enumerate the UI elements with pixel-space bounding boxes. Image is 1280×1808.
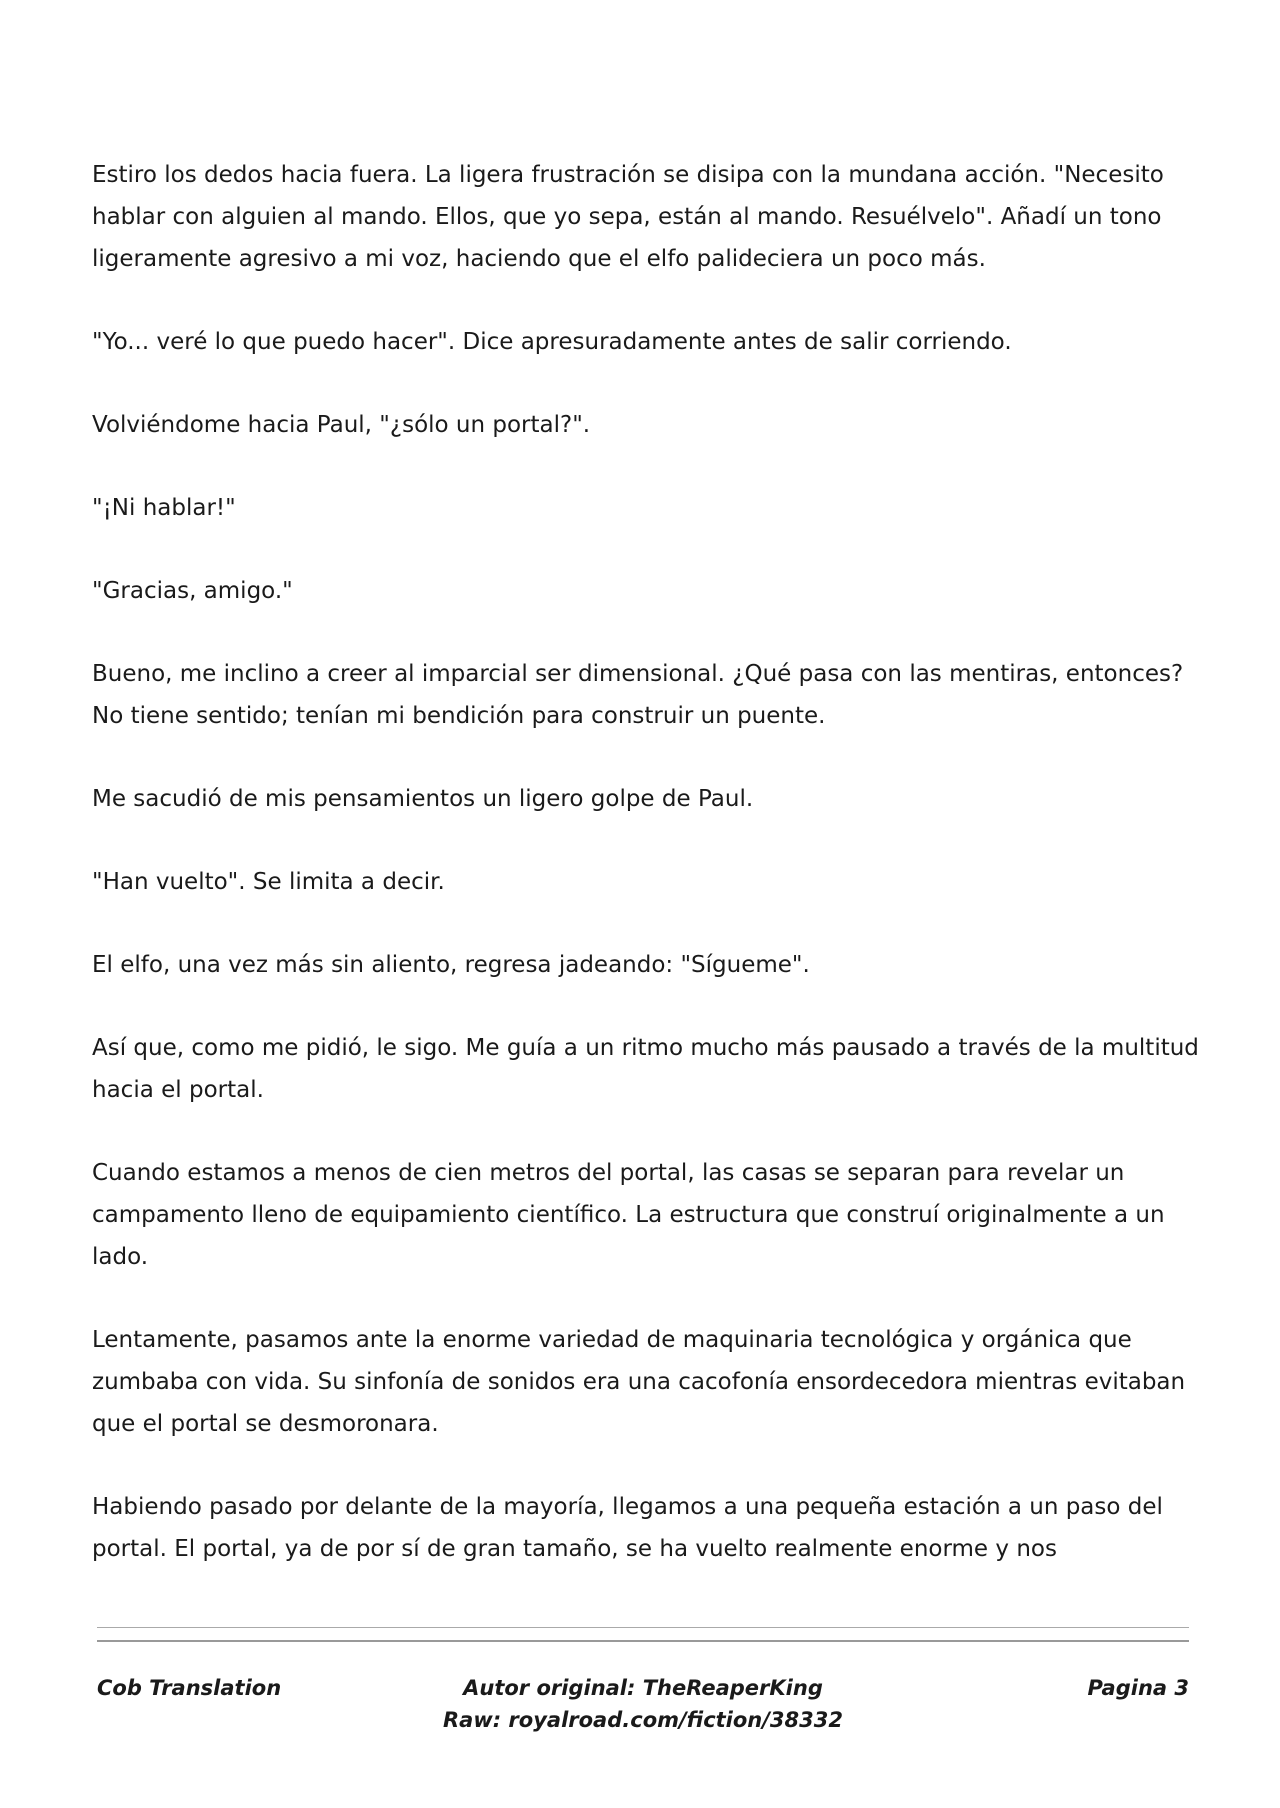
footer-credits xyxy=(97,1672,1189,1736)
paragraph: Estiro los dedos hacia fuera. La ligera frustración se disipa con la mundana acción. "Necesito hablar con alguien al mando. Ellos, que yo sepa, están al mando. Resuélvelo". Añadí un tono ligeramente agresivo a mi voz, haciendo que el elfo palideciera un poco más. xyxy=(92,162,1164,272)
footer-divider-top xyxy=(97,1627,1189,1628)
paragraph: Lentamente, pasamos ante la enorme variedad de maquinaria tecnológica y orgánica que zumbaba con vida. Su sinfonía de sonidos era una cacofonía ensordecedora mientras evitaban que el portal se desmoronara. xyxy=(92,1327,1186,1437)
paragraph: Habiendo pasado por delante de la mayoría, llegamos a una pequeña estación a un paso del portal. El portal, ya de por sí de gran tamaño, se ha vuelto realmente enorme y nos xyxy=(92,1494,1163,1562)
paragraph: Así que, como me pidió, le sigo. Me guía a un ritmo mucho más pausado a través de la multitud hacia el portal. xyxy=(92,1035,1199,1103)
footer-divider-bottom xyxy=(97,1640,1189,1642)
paragraph: "Yo... veré lo que puedo hacer". Dice apresuradamente antes de salir corriendo. xyxy=(92,329,1012,355)
footer-page-number: Pagina 3 xyxy=(1087,1676,1189,1700)
footer-original-author: Autor original: TheReaperKing xyxy=(463,1676,823,1700)
footer-raw-source: Raw: royalroad.com/fiction/38332 xyxy=(442,1708,843,1732)
footer-translator: Cob Translation xyxy=(97,1676,282,1700)
paragraph: "Han vuelto". Se limita a decir. xyxy=(92,869,445,895)
paragraph: "¡Ni hablar!" xyxy=(92,495,236,521)
paragraph: "Gracias, amigo." xyxy=(92,578,293,604)
paragraph: Volviéndome hacia Paul, "¿sólo un portal?". xyxy=(92,412,591,438)
paragraph: Bueno, me inclino a creer al imparcial ser dimensional. ¿Qué pasa con las mentiras, entonces? No tiene sentido; tenían mi bendición para construir un puente. xyxy=(92,661,1184,729)
body-text xyxy=(92,154,1202,1570)
paragraph: Cuando estamos a menos de cien metros del portal, las casas se separan para revelar un campamento lleno de equipamiento científico. La estructura que construí originalmente a un lado. xyxy=(92,1160,1165,1270)
paragraph: El elfo, una vez más sin aliento, regresa jadeando: "Sígueme". xyxy=(92,952,810,978)
paragraph: Me sacudió de mis pensamientos un ligero golpe de Paul. xyxy=(92,786,754,812)
